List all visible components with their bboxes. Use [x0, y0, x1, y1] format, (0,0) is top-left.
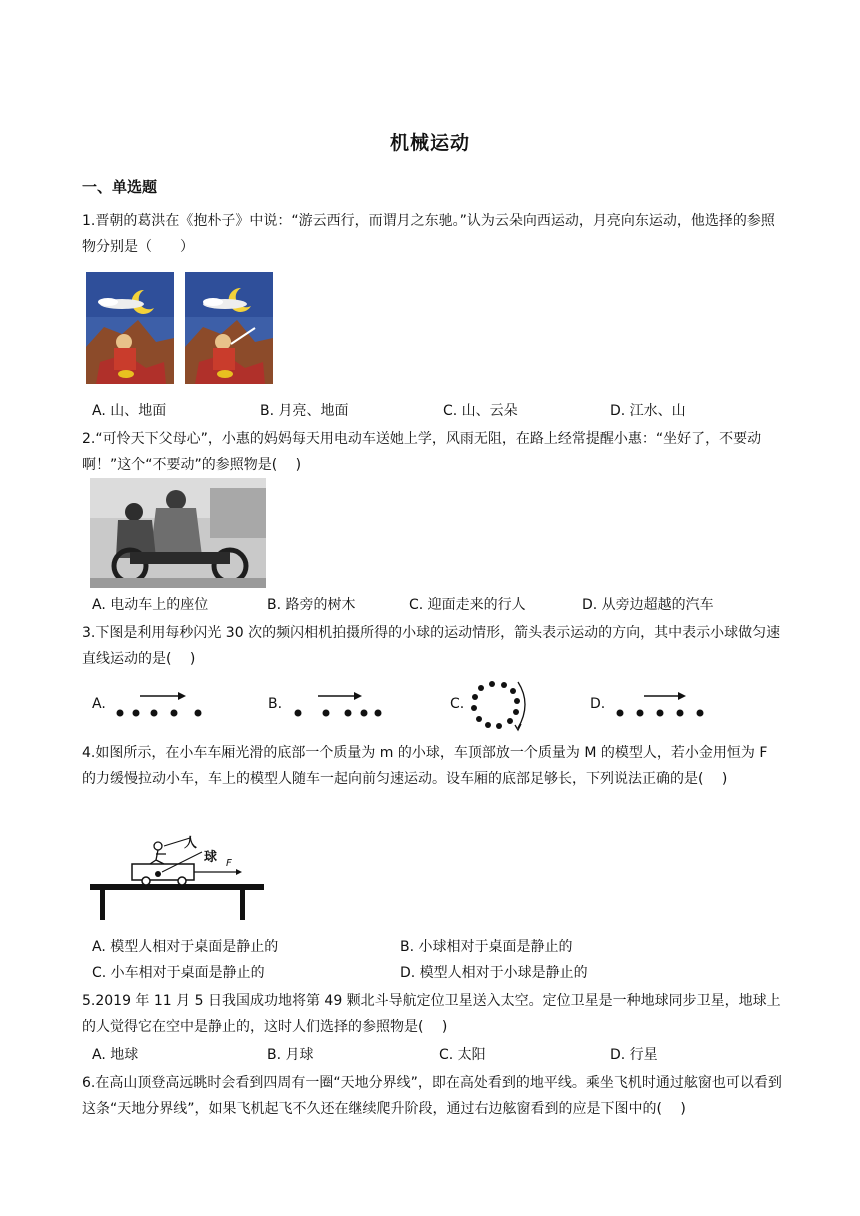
- q1-illustration-left: [86, 272, 174, 384]
- q3-option-c[interactable]: C.: [450, 696, 465, 712]
- q2-option-b[interactable]: B. 路旁的树木: [267, 597, 356, 613]
- question-4-text: 4.如图所示，在小车车厢光滑的底部一个质量为 m 的小球，车顶部放一个质量为 M 的模型人，若小金用恒为 F 的力缓慢拉动小车，车上的模型人随车一起向前匀速运动。设车厢的底部足够长，下列说法正确的是( ): [82, 745, 768, 787]
- q4-label-ball: 球: [204, 850, 218, 865]
- q4-option-d[interactable]: D. 模型人相对于小球是静止的: [400, 965, 588, 981]
- q1-option-a[interactable]: A. 山、地面: [92, 403, 167, 419]
- q3-option-d[interactable]: D.: [590, 696, 606, 712]
- q4-option-a[interactable]: A. 模型人相对于桌面是静止的: [92, 939, 279, 955]
- q4-label-force: F: [226, 858, 232, 869]
- q5-option-d[interactable]: D. 行星: [610, 1047, 658, 1063]
- q5-option-a[interactable]: A. 地球: [92, 1047, 139, 1063]
- question-2-text: 2.“可怜天下父母心”，小惠的妈妈每天用电动车送她上学，风雨无阻，在路上经常提醒小惠：“坐好了，不要动啊！”这个“不要动”的参照物是( ): [82, 431, 762, 473]
- page-title: 机械运动: [389, 132, 470, 154]
- q3-figure-c: [466, 678, 530, 734]
- q1-illustration-right: [185, 272, 273, 384]
- q3-option-b[interactable]: B.: [268, 696, 283, 712]
- question-3-text: 3.下图是利用每秒闪光 30 次的频闪相机拍摄所得的小球的运动情形，箭头表示运动的方向，其中表示小球做匀速直线运动的是( ): [82, 625, 781, 667]
- q4-cart-figure: [90, 832, 266, 922]
- question-1-text: 1.晋朝的葛洪在《抱朴子》中说：“游云西行，而谓月之东驰。”认为云朵向西运动，月亮向东运动，他选择的参照物分别是（ ）: [82, 213, 775, 255]
- section-heading: 一、单选题: [82, 178, 158, 196]
- q3-figure-d: [610, 690, 714, 722]
- q5-option-b[interactable]: B. 月球: [267, 1047, 314, 1063]
- q2-photo: [90, 478, 266, 588]
- question-5-text: 5.2019 年 11 月 5 日我国成功地将第 49 颗北斗导航定位卫星送入太空。定位卫星是一种地球同步卫星，地球上的人觉得它在空中是静止的，这时人们选择的参照物是( ): [82, 993, 781, 1035]
- q4-label-person: 人: [184, 836, 198, 851]
- q2-option-d[interactable]: D. 从旁边超越的汽车: [582, 597, 714, 613]
- q3-option-a[interactable]: A.: [92, 696, 106, 712]
- q3-figure-b: [288, 690, 388, 722]
- q1-option-d[interactable]: D. 江水、山: [610, 403, 686, 419]
- q4-option-b[interactable]: B. 小球相对于桌面是静止的: [400, 939, 573, 955]
- q4-option-c[interactable]: C. 小车相对于桌面是静止的: [92, 965, 265, 981]
- question-6-text: 6.在高山顶登高远眺时会看到四周有一圈“天地分界线”，即在高处看到的地平线。乘坐飞机时通过舷窗也可以看到这条“天地分界线”，如果飞机起飞不久还在继续爬升阶段，通过右边舷窗看到的应是下图中的( ): [82, 1075, 782, 1117]
- q2-option-c[interactable]: C. 迎面走来的行人: [409, 597, 526, 613]
- q5-option-c[interactable]: C. 太阳: [439, 1047, 486, 1063]
- q1-option-c[interactable]: C. 山、云朵: [443, 403, 518, 419]
- q2-option-a[interactable]: A. 电动车上的座位: [92, 597, 209, 613]
- q3-figure-a: [112, 690, 212, 722]
- q1-option-b[interactable]: B. 月亮、地面: [260, 403, 349, 419]
